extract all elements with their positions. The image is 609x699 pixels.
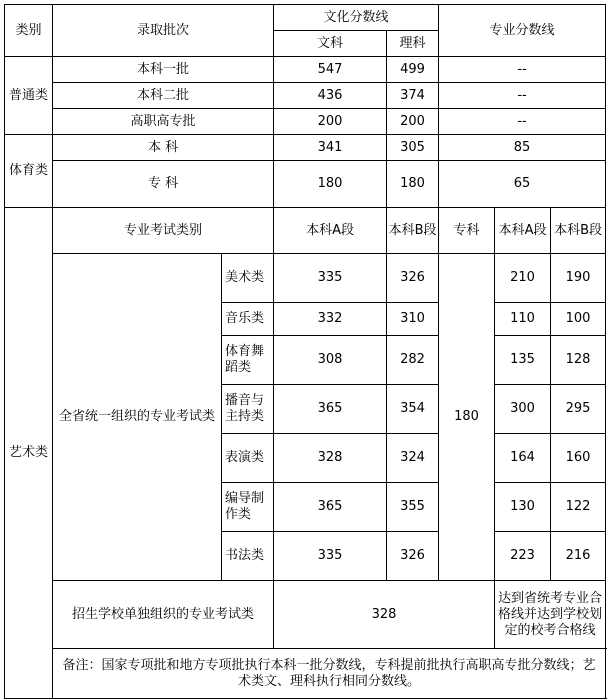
ordinary-batch-2: 本科二批: [53, 83, 274, 109]
art-subject-ug-a: 332: [274, 303, 387, 336]
art-school-exam-prof-requirement: 达到省统考专业合格线并达到学校划定的校考合格线: [495, 581, 606, 649]
header-science: 理科: [387, 31, 439, 57]
sports-arts-1: 341: [274, 135, 387, 161]
art-subject-prof-b: 216: [551, 532, 606, 581]
art-subject-ug-b: 282: [387, 336, 439, 385]
art-exam-type-header: 专业考试类别: [53, 208, 274, 254]
ordinary-batch-1: 本科一批: [53, 57, 274, 83]
art-school-exam-score: 328: [274, 581, 495, 649]
footnote: 备注：国家专项批和地方专项批执行本科一批分数线，专科提前批执行高职高专批分数线；艺术类文、理科执行相同分数线。: [53, 649, 606, 699]
sports-category-label: 体育类: [5, 135, 53, 208]
art-subject-prof-a: 110: [495, 303, 551, 336]
art-school-exam-label: 招生学校单独组织的专业考试类: [53, 581, 274, 649]
art-header-prof-ug-b: 本科B段: [551, 208, 606, 254]
art-subject-ug-b: 324: [387, 434, 439, 483]
ordinary-arts-1: 547: [274, 57, 387, 83]
art-subject-prof-a: 130: [495, 483, 551, 532]
art-subject-prof-b: 295: [551, 385, 606, 434]
art-subject-name: 音乐类: [222, 303, 274, 336]
header-professional-score-line: 专业分数线: [439, 5, 606, 57]
ordinary-arts-3: 200: [274, 109, 387, 135]
art-subject-name: 播音与主持类: [222, 385, 274, 434]
art-header-prof-ug-a: 本科A段: [495, 208, 551, 254]
sports-arts-2: 180: [274, 161, 387, 208]
ordinary-prof-1: --: [439, 57, 606, 83]
art-subject-prof-a: 223: [495, 532, 551, 581]
art-subject-prof-a: 135: [495, 336, 551, 385]
art-subject-prof-b: 122: [551, 483, 606, 532]
art-subject-ug-b: 326: [387, 532, 439, 581]
sports-prof-2: 65: [439, 161, 606, 208]
ordinary-science-3: 200: [387, 109, 439, 135]
art-subject-ug-b: 326: [387, 254, 439, 303]
sports-batch-2: 专 科: [53, 161, 274, 208]
header-liberal-arts: 文科: [274, 31, 387, 57]
art-header-junior: 专科: [439, 208, 495, 254]
art-subject-ug-a: 365: [274, 483, 387, 532]
ordinary-arts-2: 436: [274, 83, 387, 109]
art-subject-name: 体育舞蹈类: [222, 336, 274, 385]
art-subject-prof-a: 210: [495, 254, 551, 303]
header-culture-score-line: 文化分数线: [274, 5, 439, 31]
art-junior-shared-score: 180: [439, 254, 495, 581]
art-subject-ug-a: 308: [274, 336, 387, 385]
sports-batch-1: 本 科: [53, 135, 274, 161]
art-unified-group-label: 全省统一组织的专业考试类: [53, 254, 222, 581]
art-subject-prof-a: 164: [495, 434, 551, 483]
art-subject-ug-b: 310: [387, 303, 439, 336]
sports-science-1: 305: [387, 135, 439, 161]
ordinary-category-label: 普通类: [5, 57, 53, 135]
ordinary-science-2: 374: [387, 83, 439, 109]
art-subject-name: 书法类: [222, 532, 274, 581]
art-subject-prof-b: 190: [551, 254, 606, 303]
art-subject-ug-b: 354: [387, 385, 439, 434]
art-subject-prof-a: 300: [495, 385, 551, 434]
art-subject-ug-a: 335: [274, 532, 387, 581]
ordinary-prof-3: --: [439, 109, 606, 135]
art-subject-ug-b: 355: [387, 483, 439, 532]
header-category: 类别: [5, 5, 53, 57]
art-category-label: 艺术类: [5, 208, 53, 699]
art-subject-name: 美术类: [222, 254, 274, 303]
art-subject-prof-b: 100: [551, 303, 606, 336]
art-subject-ug-a: 335: [274, 254, 387, 303]
art-subject-name: 表演类: [222, 434, 274, 483]
ordinary-science-1: 499: [387, 57, 439, 83]
art-subject-ug-a: 328: [274, 434, 387, 483]
art-subject-ug-a: 365: [274, 385, 387, 434]
admission-score-table: [4, 4, 606, 699]
sports-prof-1: 85: [439, 135, 606, 161]
ordinary-batch-3: 高职高专批: [53, 109, 274, 135]
art-subject-prof-b: 128: [551, 336, 606, 385]
art-header-ug-a: 本科A段: [274, 208, 387, 254]
art-header-ug-b: 本科B段: [387, 208, 439, 254]
ordinary-prof-2: --: [439, 83, 606, 109]
sports-science-2: 180: [387, 161, 439, 208]
header-batch: 录取批次: [53, 5, 274, 57]
art-subject-prof-b: 160: [551, 434, 606, 483]
art-subject-name: 编导制作类: [222, 483, 274, 532]
